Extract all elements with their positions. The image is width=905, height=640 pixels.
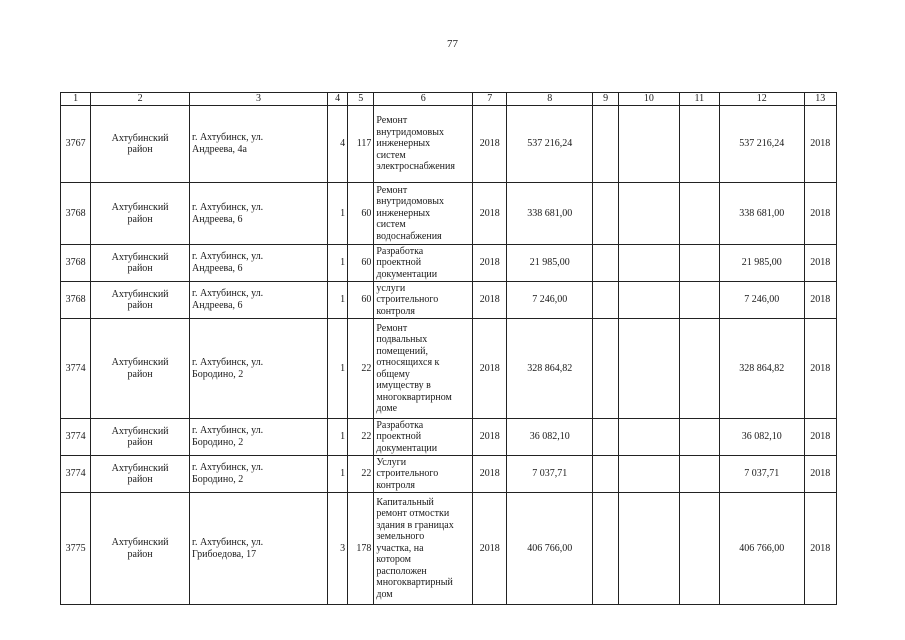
table-row [61, 493, 837, 605]
address-line: Андреева, 6 [191, 263, 243, 274]
year: 2018 [473, 282, 507, 319]
year: 2018 [473, 106, 507, 183]
work-type-line: водоснабжения [376, 230, 442, 242]
address [189, 456, 327, 493]
address-line: Андреева, 4а [191, 144, 247, 155]
column-header: 1 [61, 93, 91, 106]
district [91, 245, 190, 282]
work-type-line: общему [376, 368, 410, 380]
col-4-value: 3 [328, 493, 348, 605]
col-9-value [593, 419, 619, 456]
district [91, 106, 190, 183]
col-4-value: 1 [328, 456, 348, 493]
work-type-line: электроснабжения [376, 161, 455, 173]
column-header: 3 [189, 93, 327, 106]
address [189, 319, 327, 419]
record-id: 3768 [61, 245, 91, 282]
work-type-line: относящихся к [376, 357, 440, 368]
col-11-value [679, 183, 719, 245]
col-4-value: 1 [328, 419, 348, 456]
col-10-value [619, 245, 679, 282]
district-line: район [127, 368, 153, 380]
district-line: район [127, 437, 153, 448]
address-line: Бородино, 2 [191, 368, 244, 380]
district-line: район [127, 144, 153, 155]
end-year: 2018 [804, 282, 836, 319]
col-10-value [619, 456, 679, 493]
work-type [374, 106, 473, 183]
col-4-value: 1 [328, 319, 348, 419]
work-type [374, 419, 473, 456]
address-line: г. Ахтубинск, ул. [191, 288, 264, 299]
col-10-value [619, 493, 679, 605]
work-type [374, 319, 473, 419]
total: 36 082,10 [719, 419, 804, 456]
amount: 328 864,82 [507, 319, 593, 419]
year: 2018 [473, 493, 507, 605]
address [189, 419, 327, 456]
district-line: район [127, 300, 153, 311]
work-type-line: инженерных [376, 138, 431, 150]
col-5-value: 60 [348, 245, 374, 282]
address [189, 282, 327, 319]
column-header: 12 [719, 93, 804, 106]
total: 21 985,00 [719, 245, 804, 282]
record-id: 3768 [61, 183, 91, 245]
column-header: 11 [679, 93, 719, 106]
work-type-line: Ремонт [376, 322, 408, 334]
amount: 338 681,00 [507, 183, 593, 245]
col-9-value [593, 456, 619, 493]
amount: 406 766,00 [507, 493, 593, 605]
district-line: Ахтубинский [111, 537, 169, 548]
address-line: г. Ахтубинск, ул. [191, 462, 264, 473]
col-10-value [619, 419, 679, 456]
work-type-line: многоквартирный [376, 577, 453, 589]
district-line: Ахтубинский [111, 357, 169, 368]
work-type-line: Капитальный [376, 496, 434, 508]
work-type [374, 282, 473, 319]
col-5-value: 22 [348, 456, 374, 493]
address-line: Бородино, 2 [191, 437, 244, 448]
district-line: Ахтубинский [111, 202, 169, 213]
work-type-line: внутридомовых [376, 196, 444, 208]
work-type-line: дом [376, 588, 393, 600]
address-line: Андреева, 6 [191, 300, 243, 311]
col-11-value [679, 419, 719, 456]
col-5-value: 117 [348, 106, 374, 183]
col-4-value: 1 [328, 245, 348, 282]
address-line: г. Ахтубинск, ул. [191, 201, 264, 213]
district [91, 282, 190, 319]
amount: 36 082,10 [507, 419, 593, 456]
year: 2018 [473, 419, 507, 456]
amount: 21 985,00 [507, 245, 593, 282]
col-10-value [619, 282, 679, 319]
address-line: г. Ахтубинск, ул. [191, 425, 264, 436]
end-year: 2018 [804, 419, 836, 456]
address [189, 106, 327, 183]
col-9-value [593, 245, 619, 282]
end-year: 2018 [804, 456, 836, 493]
work-type-line: участка, на [376, 542, 424, 554]
district [91, 319, 190, 419]
column-header: 5 [348, 93, 374, 106]
col-9-value [593, 282, 619, 319]
column-header: 9 [593, 93, 619, 106]
address-line: Грибоедова, 17 [191, 548, 257, 560]
column-header: 13 [804, 93, 836, 106]
district-line: Ахтубинский [111, 425, 169, 437]
column-header: 8 [507, 93, 593, 106]
work-type-line: имуществу в [376, 380, 431, 391]
work-type-line: документации [376, 268, 438, 280]
table-row [61, 106, 837, 183]
table-row [61, 282, 837, 319]
year: 2018 [473, 319, 507, 419]
address-line: г. Ахтубинск, ул. [191, 356, 264, 368]
end-year: 2018 [804, 183, 836, 245]
col-5-value: 22 [348, 319, 374, 419]
table-row [61, 319, 837, 419]
total: 7 246,00 [719, 282, 804, 319]
col-5-value: 22 [348, 419, 374, 456]
work-type-line: Ремонт [376, 184, 408, 196]
col-9-value [593, 493, 619, 605]
address [189, 493, 327, 605]
end-year: 2018 [804, 493, 836, 605]
work-type-line: строительного [376, 294, 439, 306]
col-11-value [679, 493, 719, 605]
address [189, 183, 327, 245]
page-number: 77 [447, 38, 458, 50]
total: 406 766,00 [719, 493, 804, 605]
col-10-value [619, 106, 679, 183]
work-type-line: помещений, [376, 345, 428, 357]
work-type [374, 245, 473, 282]
district-line: район [127, 263, 153, 274]
district [91, 419, 190, 456]
record-id: 3768 [61, 282, 91, 319]
table-row [61, 456, 837, 493]
column-header: 6 [374, 93, 473, 106]
district-line: район [127, 548, 153, 560]
work-type-line: подвальных [376, 334, 428, 345]
column-header: 7 [473, 93, 507, 106]
district-line: Ахтубинский [111, 132, 169, 144]
district [91, 493, 190, 605]
col-9-value [593, 106, 619, 183]
col-11-value [679, 319, 719, 419]
address-line: Андреева, 6 [191, 213, 243, 225]
column-header: 10 [619, 93, 679, 106]
district [91, 183, 190, 245]
year: 2018 [473, 183, 507, 245]
col-5-value: 60 [348, 183, 374, 245]
work-type-line: расположен [376, 565, 427, 577]
amount: 537 216,24 [507, 106, 593, 183]
work-type-line: систем [376, 149, 406, 161]
record-id: 3775 [61, 493, 91, 605]
work-type-line: внутридомовых [376, 126, 444, 138]
work-type-line: доме [376, 403, 398, 414]
total: 328 864,82 [719, 319, 804, 419]
work-type-line: контроля [376, 479, 416, 491]
work-type-line: услуги [376, 282, 406, 294]
col-4-value: 4 [328, 106, 348, 183]
table-body [61, 106, 837, 605]
work-type-line: земельного [376, 531, 425, 543]
col-11-value [679, 282, 719, 319]
capital-repair-table [60, 92, 837, 605]
table-row [61, 419, 837, 456]
work-type-line: Разработка [376, 245, 424, 257]
total: 7 037,71 [719, 456, 804, 493]
work-type-line: документации [376, 442, 438, 454]
work-type-line: Разработка [376, 419, 424, 431]
district-line: Ахтубинский [111, 462, 169, 474]
record-id: 3774 [61, 456, 91, 493]
column-header: 4 [328, 93, 348, 106]
work-type-line: контроля [376, 305, 416, 317]
year: 2018 [473, 245, 507, 282]
work-type-line: Услуги [376, 456, 407, 468]
total: 537 216,24 [719, 106, 804, 183]
work-type-line: проектной [376, 431, 422, 443]
address [189, 245, 327, 282]
col-4-value: 1 [328, 183, 348, 245]
work-type-line: многоквартирном [376, 391, 452, 403]
work-type-line: инженерных [376, 207, 431, 219]
col-4-value: 1 [328, 282, 348, 319]
address-line: г. Ахтубинск, ул. [191, 536, 264, 548]
column-number-row [61, 93, 837, 106]
work-type-line: систем [376, 219, 406, 231]
col-9-value [593, 319, 619, 419]
end-year: 2018 [804, 245, 836, 282]
column-header: 2 [91, 93, 190, 106]
work-type-line: ремонт отмостки [376, 508, 450, 520]
total: 338 681,00 [719, 183, 804, 245]
table-row [61, 183, 837, 245]
district-line: Ахтубинский [111, 288, 169, 300]
district-line: Ахтубинский [111, 251, 169, 263]
col-11-value [679, 245, 719, 282]
address-line: г. Ахтубинск, ул. [191, 251, 264, 262]
col-5-value: 60 [348, 282, 374, 319]
amount: 7 037,71 [507, 456, 593, 493]
work-type-line: Ремонт [376, 115, 408, 127]
end-year: 2018 [804, 319, 836, 419]
table-row [61, 245, 837, 282]
record-id: 3774 [61, 419, 91, 456]
work-type-line: строительного [376, 468, 439, 480]
col-5-value: 178 [348, 493, 374, 605]
work-type [374, 183, 473, 245]
col-9-value [593, 183, 619, 245]
district-line: район [127, 213, 153, 225]
address-line: г. Ахтубинск, ул. [191, 132, 264, 143]
col-10-value [619, 319, 679, 419]
district-line: район [127, 474, 153, 485]
record-id: 3774 [61, 319, 91, 419]
work-type [374, 493, 473, 605]
col-11-value [679, 106, 719, 183]
work-type [374, 456, 473, 493]
record-id: 3767 [61, 106, 91, 183]
col-11-value [679, 456, 719, 493]
year: 2018 [473, 456, 507, 493]
work-type-line: котором [376, 554, 411, 566]
end-year: 2018 [804, 106, 836, 183]
work-type-line: здания в границах [376, 519, 454, 531]
address-line: Бородино, 2 [191, 474, 244, 485]
district [91, 456, 190, 493]
amount: 7 246,00 [507, 282, 593, 319]
col-10-value [619, 183, 679, 245]
work-type-line: проектной [376, 257, 422, 269]
